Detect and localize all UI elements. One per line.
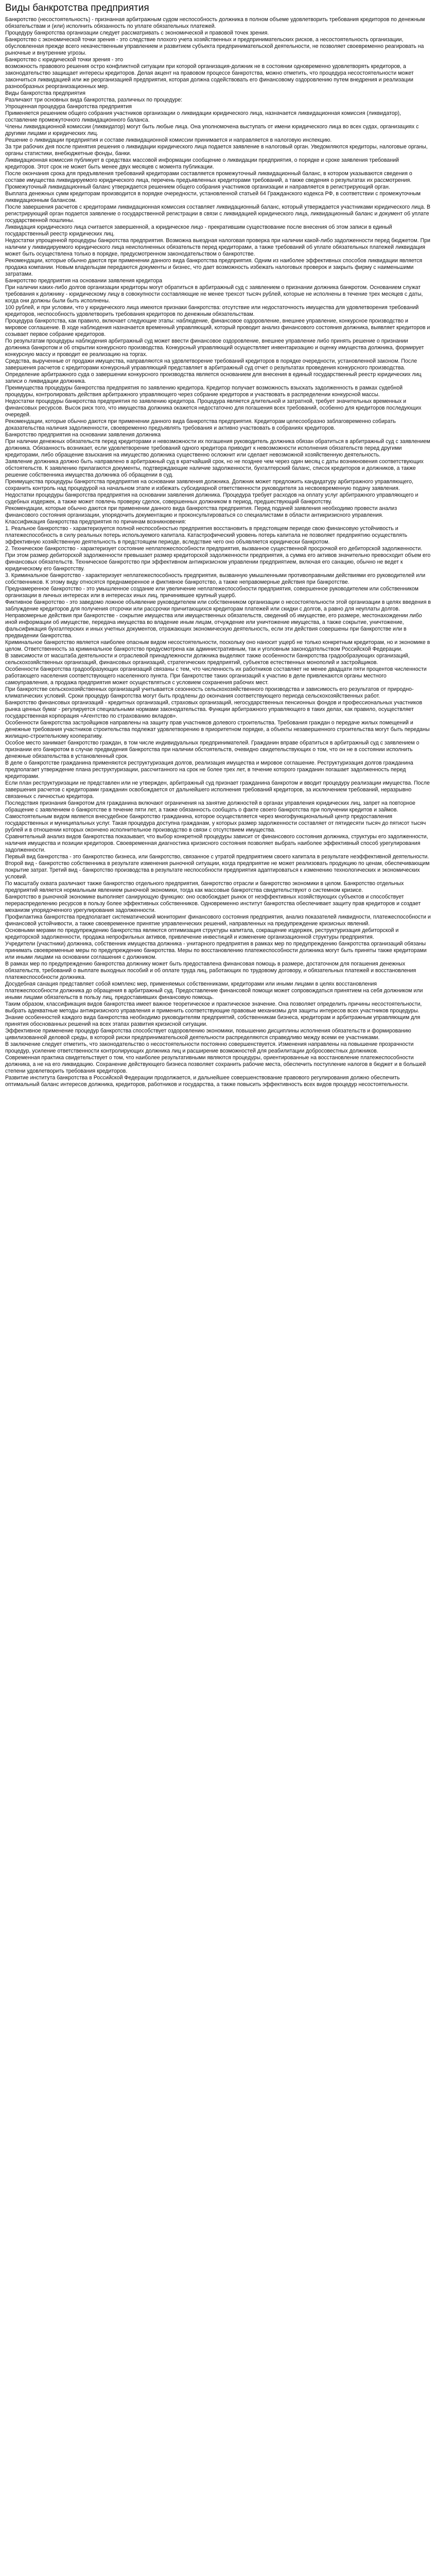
paragraph: Современная практика свидетельствует о том, что наиболее результативными являются процедуры, ориентированные на восстановление платежеспособности должника, а не на его ликвидацию. Сохранение действующего бизнеса позволяет сохранить рабочие места, обеспечить поступление налогов в бюджет и в большей степени удовлетворить требования кредиторов. — [5, 1055, 426, 1074]
paragraph: Процедуру банкротства организации следует рассматривать с экономической и правовой точек зрения. — [5, 30, 269, 36]
paragraph: В рамках мер по предупреждению банкротства должнику может быть предоставлена финансовая помощь в размере, достаточном для погашения денежных обязательств, требований о выплате выходных пособий и об оплате труда лиц, работающих по трудовому договору, и обязательных платежей и восстановления платежеспособности должника. — [5, 961, 416, 980]
paragraph: Упрощенная процедура банкротства предприятия — [5, 104, 132, 110]
paragraph: Криминальное банкротство является наиболее опасным видом несостоятельности, поскольку оно наносит ущерб не только конкретным кредиторам, но и экономике в целом. Ответственность за криминальное банкротство предусмотрена как административным, так и уголовным законодательством Российской Федерации. — [5, 639, 430, 652]
paragraph: Первый вид банкротства - это банкротство бизнеса, или банкротство, связанное с утратой предприятием своего капитала в результате неэффективной деятельности. Второй вид - банкротство собственника в результате изменения рыночной ситуации, когда предприятие не может реализовать продукцию по ценам, обеспечивающим покрытие затрат. Третий вид - банкротство производства в результате неспособности предприятия адаптироваться к изменению технологических и экономических условий. — [5, 854, 430, 880]
paragraph: В заключение следует отметить, что законодательство о несостоятельности постоянно совершенствуется. Изменения направлены на повышение прозрачности процедур, усиление ответственности контролирующих должника лиц и расширение возможностей для реабилитации добросовестных должников. — [5, 1041, 414, 1054]
paragraph: Члены ликвидационной комиссии (ликвидатор) могут быть любые лица. Она уполномочена выступать от имени юридического лица во всех судах, организациях с другими лицами и юридических лиц. — [5, 124, 419, 137]
paragraph: Заявление должника должно быть направлено в арбитражный суд в кратчайший срок, но не позднее чем через один месяц с даты возникновения соответствующих обстоятельств. К заявлению прилагаются документы, подтверждающие наличие задолженности, бухгалтерский баланс, список кредиторов и должников, а также решение собственника имущества должника об обращении в суд. — [5, 459, 424, 478]
paragraph: Классификация банкротства предприятия по причинам возникновения: — [5, 519, 186, 525]
paragraph: Решение о ликвидации предприятия и составе ликвидационной комиссии принимается и направляется в налоговую инспекцию. — [5, 137, 332, 143]
paragraph: Особое место занимает банкротство граждан, в том числе индивидуальных предпринимателей. Гражданин вправе обратиться в арбитражный суд с заявлением о признании его банкротом в случае предвидения банкротства при наличии обстоятельств, очевидно свидетельствующих о том, что он не в состоянии исполнить денежные обязательства в установленный срок. — [5, 740, 420, 759]
paragraph: возможность правового решения остро конфликтной ситуации при которой организация-должник не в состоянии одновременно удовлетворять кредиторов, а законодательство защищает интересы кредиторов. Делая акцент на правовом процессе банкротства, можно отметить, что процедура несостоятельности может закончиться ликвидацией или же реорганизацией предприятия, которая должна содействовать его финансовому оздоровлению путем внедрения и реализации разнообразных реорганизационных мер. — [5, 63, 414, 90]
paragraph: Преднамеренное банкротство - это умышленное создание или увеличение неплатежеспособности предприятия, совершенное руководителем или собственником организации в личных интересах или в интересах иных лиц, причинившее крупный ущерб. — [5, 586, 418, 599]
paragraph: Недостатки процедуры банкротства предприятия по заявлению кредитора. Процедура является длительной и затратной, требует значительных временных и финансовых ресурсов. Высок риск того, что имущества должника окажется недостаточно для погашения всех требований, особенно для кредиторов последующих очередей. — [5, 398, 422, 418]
paragraph: Процедура банкротства, как правило, включает следующие этапы: наблюдение, финансовое оздоровление, внешнее управление, конкурсное производство и мировое соглашение. В ходе наблюдения назначается временный управляющий, который проводит анализ финансового состояния должника, выявляет кредиторов и созывает первое собрание кредиторов. — [5, 318, 430, 337]
paragraph: Банкротство (несостоятельность) - признанная арбитражным судом неспособность должника в полном объеме удовлетворить требования кредиторов по денежным обязательствам и (или) исполнить обязанность по уплате обязательных платежей. — [5, 16, 425, 29]
paragraph: Банкротство с экономической точки зрения - это следствие плохого учета хозяйственных и предпринимательских рисков, а несостоятельность организации, обусловленная прежде всего некачественным управлением и развитием субъекта предпринимательской деятельности, не позволяет своевременно реагировать на рыночные и внутренние угрозы. — [5, 37, 424, 56]
paragraph: Банкротство финансовых организаций - кредитных организаций, страховых организаций, негосударственных пенсионных фондов и профессиональных участников рынка ценных бумаг - регулируется специальными нормами законодательства. Функции арбитражного управляющего в таких делах, как правило, осуществляет государственная корпорация «Агентство по страхованию вкладов». — [5, 700, 423, 719]
paragraph: Досудебная санация представляет собой комплекс мер, применяемых собственниками, кредиторами или иными лицами в целях восстановления платежеспособности должника до обращения в арбитражный суд. Предоставление финансовой помощи может сопровождаться принятием на себя должником или иными лицами обязательств в пользу лиц, предоставивших финансовую помощь. — [5, 981, 423, 1001]
paragraph: Знание особенностей каждого вида банкротства необходимо руководителям предприятий, собственникам бизнеса, кредиторам и арбитражным управляющим для принятия обоснованных решений на всех этапах развития кризисной ситуации. — [5, 1014, 421, 1027]
paragraph: Выплата денежных сумм кредиторам производится в порядке очередности, установленной статьей 64 Гражданского кодекса РФ, в соответствии с промежуточным ликвидационным балансом. — [5, 191, 421, 204]
paragraph: Недостатки упрощенной процедуры банкротства предприятия. Возможна выездная налоговая проверка при наличии какой-либо задолженности перед бюджетом. При наличии у ликвидируемого юридического лица неисполненных обязательств перед кредиторами, а также требований об уплате обязательных платежей ликвидация может быть осуществлена только в порядке, предусмотренном законодательством о банкротстве. — [5, 238, 430, 257]
paragraph: Фиктивное банкротство - это заведомо ложное объявление руководителем или собственником организации о несостоятельности этой организации в целях введения в заблуждение кредиторов для получения отсрочки или рассрочки причитающихся кредиторам платежей или скидки с долгов, а равно для неуплаты долгов. — [5, 599, 431, 612]
paragraph: При наличии денежных обязательств перед кредиторами и невозможности их погашения руководитель должника обязан обратиться в арбитражный суд с заявлением должника. Обязанность возникает, если удовлетворение требований одного кредитора приводит к невозможности исполнения обязательств перед другими кредиторами, либо обращение взыскания на имущество должника существенно осложнит или сделает невозможной хозяйственную деятельность. — [5, 438, 430, 458]
paragraph: Рекомендации, которые обычно даются при применении данного вида банкротства предприятия. Перед подачей заявления необходимо провести анализ финансового состояния организации, упорядочить документацию и проконсультироваться со специалистами в области антикризисного управления. — [5, 505, 397, 518]
paragraph: Виды банкротства предприятия — [5, 90, 85, 96]
article-body — [5, 16, 431, 1088]
paragraph: Ликвидация юридического лица считается завершенной, а юридическое лицо - прекратившим существование после внесения об этом записи в единый государственный реестр юридических лиц. — [5, 224, 392, 237]
paragraph: Рекомендации, которые обычно даются при применении данного вида банкротства предприятия. Одним из наиболее эффективных способов ликвидации является продажа компании. Новым владельцам передаются документы и бизнес, что дает возможность избежать налоговых проверок и закрыть фирму с наименьшими затратами. — [5, 258, 423, 277]
paragraph: Различают три основных вида банкротства, различных по процедуре: — [5, 97, 183, 103]
paragraph: Преимущества процедуры банкротства предприятия по заявлению кредитора. Кредитор получает возможность взыскать задолженность в рамках судебной процедуры, контролировать действия арбитражного управляющего через собрание кредиторов и участвовать в распределении конкурсной массы. — [5, 385, 403, 398]
paragraph: При наличии каких-либо долгов организации кредиторы могут обратиться в арбитражный суд с заявлением о признании должника банкротом. Основанием служат требования к должнику - юридическому лицу в совокупности составляющие не менее трехсот тысяч рублей, которые не исполнены в течение трех месяцев с даты, когда они должны были быть исполнены. — [5, 284, 423, 304]
paragraph: 1. Реальное банкротство - характеризуется полной неспособностью предприятия восстановить в предстоящем периоде свою финансовую устойчивость и платежеспособность в силу реальных потерь используемого капитала. Катастрофический уровень потерь капитала не позволяет предприятию осуществлять эффективную хозяйственную деятельность в предстоящем периоде, вследствие чего оно объявляется юридически банкротом. — [5, 526, 408, 545]
paragraph: Особенности банкротства градообразующих организаций связаны с тем, что численность их работников составляет не менее двадцати пяти процентов численности работающего населения соответствующего населенного пункта. При банкротстве таких организаций к участию в деле привлекаются органы местного самоуправления, а продажа предприятия может осуществляться с условием сохранения рабочих мест. — [5, 666, 427, 686]
paragraph: Банкротство предприятия на основании заявления должника — [5, 432, 161, 438]
paragraph: По масштабу охвата различают также банкротство отдельного предприятия, банкротство отрасли и банкротство экономики в целом. Банкротство отдельных предприятий является нормальным явлением рыночной экономики, тогда как массовые банкротства свидетельствуют о системном кризисе. — [5, 880, 404, 893]
paragraph: Учредители (участники) должника, собственник имущества должника - унитарного предприятия в рамках мер по предупреждению банкротства организаций обязаны принимать своевременные меры по предупреждению банкротства. Меры по восстановлению платежеспособности должника могут быть приняты также кредиторами или иными лицами на основании соглашения с должником. — [5, 941, 427, 960]
paragraph: Если план реструктуризации не представлен или не утвержден, арбитражный суд признает гражданина банкротом и вводит процедуру реализации имущества. После завершения расчетов с кредиторами гражданин освобождается от дальнейшего исполнения требований кредиторов, за исключением требований, неразрывно связанных с личностью кредитора. — [5, 780, 430, 800]
paragraph: Последствия признания банкротом для гражданина включают ограничения на занятие должностей в органах управления юридических лиц, запрет на повторное обращение с заявлением о банкротстве в течение пяти лет, а также обязанность сообщать о факте своего банкротства при получении кредитов и займов. — [5, 800, 415, 813]
paragraph: 3. Криминальное банкротство - характеризует неплатежеспособность предприятия, вызванную умышленными противоправными действиями его руководителей или собственников. К этому виду относятся преднамеренное и фиктивное банкротство, а также неправомерные действия при банкротстве. — [5, 572, 426, 585]
paragraph: Банкротство с юридической точки зрения - это — [5, 57, 124, 63]
paragraph: При банкротстве сельскохозяйственных организаций учитывается сезонность сельскохозяйственного производства и зависимость его результатов от природно-климатических условий. Сроки процедур банкротства могут быть продлены до окончания соответствующего периода сельскохозяйственных работ. — [5, 686, 414, 699]
paragraph: Промежуточный ликвидационный баланс утверждается решением общего собрания участников организации и направляется в регистрирующий орган. — [5, 184, 390, 190]
paragraph: Самостоятельным видом является внесудебное банкротство гражданина, которое осуществляется через многофункциональный центр предоставления государственных и муниципальных услуг. Такая процедура доступна гражданам, у которых размер задолженности составляет от пятидесяти тысяч до пятисот тысяч рублей и в отношении которых окончено исполнительное производство в связи с отсутствием имущества. — [5, 814, 426, 833]
article — [0, 0, 436, 1092]
paragraph: Неправомерные действия при банкротстве - сокрытие имущества или имущественных обязательств, сведений об имуществе, его размере, местонахождении либо иной информации об имуществе, передача имущества во владение иным лицам, отчуждение или уничтожение имущества, а также сокрытие, уничтожение, фальсификация бухгалтерских и иных учетных документов, отражающих экономическую деятельность, если эти действия совершены при банкротстве или в предвидении банкротства. — [5, 613, 422, 639]
paragraph: Таким образом, классификация видов банкротства имеет важное теоретическое и практическое значение. Она позволяет определить причины несостоятельности, выбрать адекватные методы антикризисного управления и применить соответствующие правовые механизмы для защиты интересов всех участников процедуры. — [5, 1001, 422, 1014]
paragraph: Профилактика банкротства предполагает систематический мониторинг финансового состояния предприятия, анализ показателей ликвидности, платежеспособности и финансовой устойчивости, а также своевременное принятие управленческих решений, направленных на предупреждение кризисных явлений. — [5, 914, 431, 927]
paragraph: Банкротство в рыночной экономике выполняет санирующую функцию: оно освобождает рынок от неэффективных хозяйствующих субъектов и способствует перераспределению ресурсов в пользу более эффективных собственников. Одновременно институт банкротства обеспечивает защиту прав кредиторов и создает механизм упорядоченного урегулирования задолженности. — [5, 894, 421, 913]
paragraph: Применяется решением общего собрания участников организации о ликвидации юридического лица, назначается ликвидационная комиссия (ликвидатор), составление промежуточного ликвидационного баланса. — [5, 110, 402, 123]
paragraph: После окончания срока для предъявления требований кредиторами составляется промежуточный ликвидационный баланс, в котором указываются сведения о составе имущества ликвидируемого юридического лица, перечень предъявленных кредиторами требований, а также сведения о результатах их рассмотрения. — [5, 171, 412, 183]
paragraph: В зависимости от масштаба деятельности и отраслевой принадлежности должника выделяют также особенности банкротства градообразующих организаций, сельскохозяйственных организаций, финансовых организаций, стратегических предприятий, субъектов естественных монополий и застройщиков. — [5, 653, 410, 666]
paragraph: Определение арбитражного суда о завершении конкурсного производства является основанием для внесения в единый государственный реестр юридических лиц записи о ликвидации должника. — [5, 371, 422, 384]
paragraph: Развитие института банкротства в Российской Федерации продолжается, и дальнейшее совершенствование правового регулирования должно обеспечить оптимальный баланс интересов должника, кредиторов, работников и государства, а также повысить эффективность всех видов процедур несостоятельности. — [5, 1075, 409, 1088]
paragraph: В деле о банкротстве гражданина применяются реструктуризация долгов, реализация имущества и мировое соглашение. Реструктуризация долгов гражданина предполагает утверждение плана реструктуризации, рассчитанного на срок не более трех лет, в течение которого гражданин погашает задолженность перед кредиторами. — [5, 760, 413, 779]
paragraph: Преимущества процедуры банкротства предприятия на основании заявления должника. Должник может предложить кандидатуру арбитражного управляющего, сохранить контроль над процедурой на начальном этапе и избежать субсидиарной ответственности руководителя за несвоевременную подачу заявления. — [5, 479, 414, 492]
paragraph: Банкротство предприятия на основании заявления кредитора — [5, 278, 163, 284]
paragraph: После завершения расчетов с кредиторами ликвидационная комиссия составляет ликвидационный баланс, который утверждается участниками юридического лица. В регистрирующий орган подается заявление о государственной регистрации в связи с ликвидацией юридического лица, ликвидационный баланс и документ об уплате государственной пошлины. — [5, 204, 431, 224]
paragraph: Особенности банкротства застройщиков направлены на защиту прав участников долевого строительства. Требования граждан о передаче жилых помещений и денежные требования участников строительства подлежат удовлетворению в приоритетном порядке, а объекты незавершенного строительства могут быть переданы жилищно-строительному кооперативу. — [5, 720, 430, 739]
paragraph: Сравнительный анализ видов банкротства показывает, что выбор конкретной процедуры зависит от финансового состояния должника, структуры его задолженности, наличия имущества и позиции кредиторов. Своевременная диагностика кризисного состояния позволяет выбрать наиболее эффективный способ урегулирования задолженности. — [5, 834, 428, 853]
paragraph: По результатам процедуры наблюдения арбитражный суд может ввести финансовое оздоровление, внешнее управление либо принять решение о признании должника банкротом и об открытии конкурсного производства. Конкурсный управляющий осуществляет инвентаризацию и оценку имущества должника, формирует конкурсную массу и проводит ее реализацию на торгах. — [5, 338, 424, 358]
paragraph: Основными мерами по предупреждению банкротства являются оптимизация структуры капитала, сокращение издержек, реструктуризация дебиторской и кредиторской задолженности, продажа непрофильных активов, привлечение инвестиций и изменение организационной структуры предприятия. — [5, 927, 399, 940]
page-title: Виды банкротства предприятия — [5, 3, 149, 13]
paragraph: Рекомендации, которые обычно даются при применении данного вида банкротства предприятия. Кредиторам целесообразно заблаговременно собирать доказательства наличия задолженности, своевременно предъявлять требования и активно участвовать в собраниях кредиторов. — [5, 418, 396, 431]
paragraph: 2. Техническое банкротство - характеризует состояние неплатежеспособности предприятия, вызванное существенной просрочкой его дебиторской задолженности. При этом размер дебиторской задолженности превышает размер кредиторской задолженности предприятия, а сумма его активов значительно превосходит объем его финансовых обязательств. Техническое банкротство при эффективном антикризисном управлении предприятием, включая его санацию, обычно не ведет к юридическому его банкротству. — [5, 546, 431, 572]
paragraph: За три рабочих дня после принятия решения о ликвидации юридического лица подается заявление в налоговый орган. Уведомляются кредиторы, налоговые органы, органы статистики, внебюджетные фонды, банки. — [5, 144, 428, 157]
paragraph: 100 рублей, и при условии, что у юридического лица имеются признаки банкротства: отсутствие или недостаточность имущества для удовлетворения требований кредиторов, неспособность удовлетворить требования кредиторов по денежным обязательствам. — [5, 304, 419, 317]
paragraph: Средства, вырученные от продажи имущества, направляются на удовлетворение требований кредиторов в порядке очередности, установленной законом. После завершения расчетов с кредиторами конкурсный управляющий представляет в арбитражный суд отчет о результатах проведения конкурсного производства. — [5, 358, 417, 371]
paragraph: Недостатки процедуры банкротства предприятия на основании заявления должника. Процедура требует расходов на оплату услуг арбитражного управляющего и судебных издержек, а также может повлечь проверку сделок, совершенных должником в период, предшествующий банкротству. — [5, 492, 418, 505]
paragraph: Эффективное применение процедур банкротства способствует оздоровлению экономики, повышению дисциплины исполнения обязательств и формированию цивилизованной деловой среды, в которой риски предпринимательской деятельности распределяются справедливо между всеми ее участниками. — [5, 1028, 411, 1041]
paragraph: Ликвидационная комиссия публикует в средствах массовой информации сообщение о ликвидации предприятия, о порядке и сроке заявления требований кредиторов. Этот срок не может быть менее двух месяцев с момента публикации. — [5, 157, 399, 170]
